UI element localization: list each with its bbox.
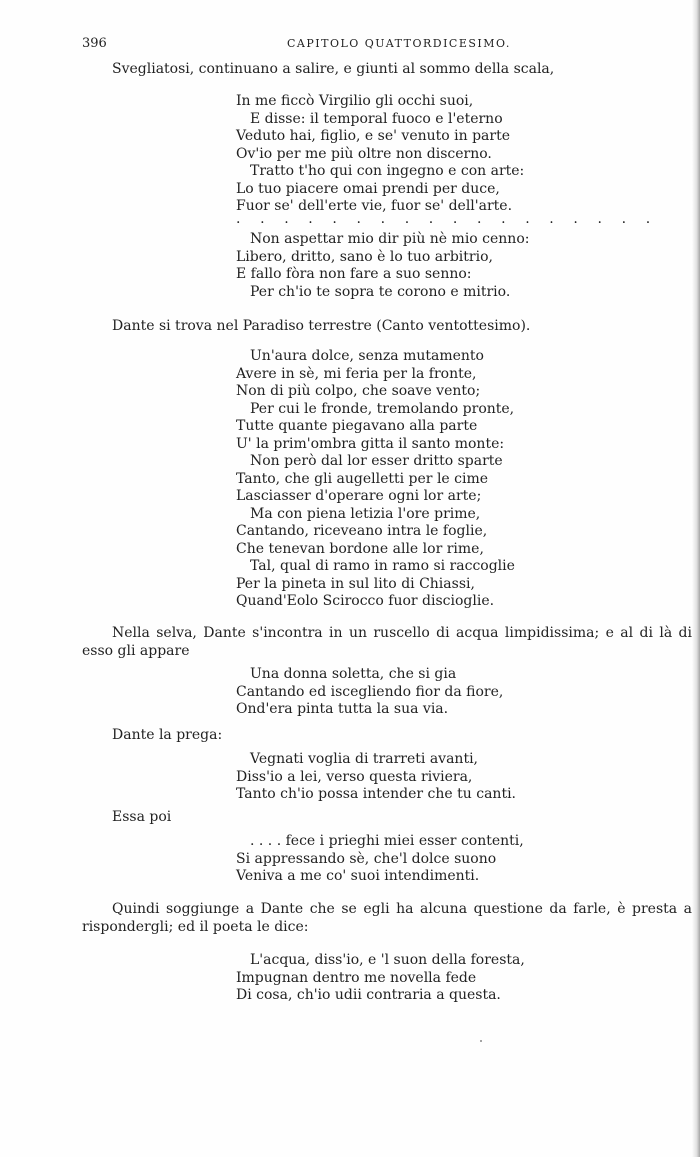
verse-line: Non di più colpo, che soave vento; (236, 383, 481, 399)
quindi-paragraph: Quindi soggiunge a Dante che se egli ha alcuna questione da farle, è presta a rispondergli; ed il poeta le dice: (82, 901, 692, 935)
verse-line: Non però dal lor esser dritto sparte (250, 453, 503, 469)
verse-line: Si appressando sè, che'l dolce suono (236, 850, 497, 867)
verse-line: Impugnan dentro me novella fede (236, 969, 477, 986)
paradiso-paragraph: Dante si trova nel Paradiso terrestre (Canto ventottesimo). (112, 318, 531, 334)
verse-line: Veduto hai, figlio, e se' venuto in parte (236, 128, 511, 144)
verse-line: Ond'era pinta tutta la sua via. (236, 701, 449, 717)
verse-line: Cantando ed iscegliendo fior da fiore, (236, 683, 504, 700)
verse-line: Vegnati voglia di trarreti avanti, (250, 751, 478, 767)
prega-paragraph: Dante la prega: (112, 727, 223, 743)
verse-line: Veniva a me co' suoi intendimenti. (236, 868, 480, 884)
verse-omission-dots: . . . . . . . . . . . . . . . . . . (236, 211, 658, 227)
verse-line: Ov'io per me più oltre non discerno. (236, 145, 492, 162)
verse-line: U' la prim'ombra gitta il santo monte: (236, 435, 505, 452)
verse-line: Di cosa, ch'io udii contraria a questa. (236, 987, 501, 1003)
verse-line: . . . . fece i prieghi miei esser contenti, (250, 833, 524, 849)
page-edge-shadow (692, 0, 700, 1157)
verse-line: Tutte quante piegavano alla parte (236, 418, 478, 434)
running-head: CAPITOLO QUATTORDICESIMO. (287, 37, 511, 50)
print-speck (480, 1040, 482, 1042)
page-number: 396 (82, 36, 107, 51)
intro-paragraph: Svegliatosi, continuano a salire, e giunti al sommo della scala, (112, 61, 555, 77)
verse-line: Un'aura dolce, senza mutamento (250, 348, 484, 364)
verse-line: Libero, dritto, sano è lo tuo arbitrio, (236, 248, 493, 265)
verse-line: Che tenevan bordone alle lor rime, (236, 540, 484, 557)
verse-line: Tanto ch'io possa intender che tu canti. (236, 786, 516, 802)
verse-block-4 (236, 666, 503, 719)
verse-line: E fallo fòra non fare a suo senno: (236, 266, 472, 282)
verse-block-5 (236, 751, 516, 804)
verse-block-6 (236, 833, 524, 886)
verse-line: Tratto t'ho qui con ingegno e con arte: (250, 163, 525, 179)
verse-line: Per ch'io te sopra te corono e mitrio. (250, 283, 511, 300)
verse-line: Per cui le fronde, tremolando pronte, (250, 400, 515, 417)
verse-line: Lasciasser d'operare ogni lor arte; (236, 488, 482, 504)
verse-line: E disse: il temporal fuoco e l'eterno (250, 110, 503, 127)
verse-line: Cantando, riceveano intra le foglie, (236, 523, 488, 539)
verse-line: Tal, qual di ramo in ramo si raccoglie (250, 558, 515, 574)
verse-line: Non aspettar mio dir più nè mio cenno: (250, 231, 530, 247)
verse-line: In me ficcò Virgilio gli occhi suoi, (236, 93, 474, 109)
verse-block-1 (236, 93, 524, 216)
verse-line: Per la pineta in sul lito di Chiassi, (236, 575, 475, 592)
selva-paragraph: Nella selva, Dante s'incontra in un ruscello di acqua limpidissima; e al di là di esso gli appare (82, 625, 692, 659)
verse-line: Diss'io a lei, verso questa riviera, (236, 768, 473, 785)
verse-line: Ma con piena letizia l'ore prime, (250, 505, 481, 522)
page-header (82, 36, 682, 56)
verse-line: Fuor se' dell'erte vie, fuor se' dell'arte. (236, 198, 513, 214)
verse-line: Quand'Eolo Scirocco fuor discioglie. (236, 593, 495, 609)
verse-line: Avere in sè, mi feria per la fronte, (236, 365, 477, 382)
verse-line: L'acqua, diss'io, e 'l suon della foresta, (250, 952, 525, 968)
verse-line: Lo tuo piacere omai prendi per duce, (236, 180, 500, 197)
verse-block-3 (236, 348, 515, 611)
verse-block-7 (236, 952, 525, 1005)
verse-line: Tanto, che gli augelletti per le cime (236, 470, 489, 487)
verse-line: Una donna soletta, che si gia (250, 666, 457, 682)
verse-block-2 (236, 231, 529, 301)
essa-paragraph: Essa poi (112, 809, 172, 825)
